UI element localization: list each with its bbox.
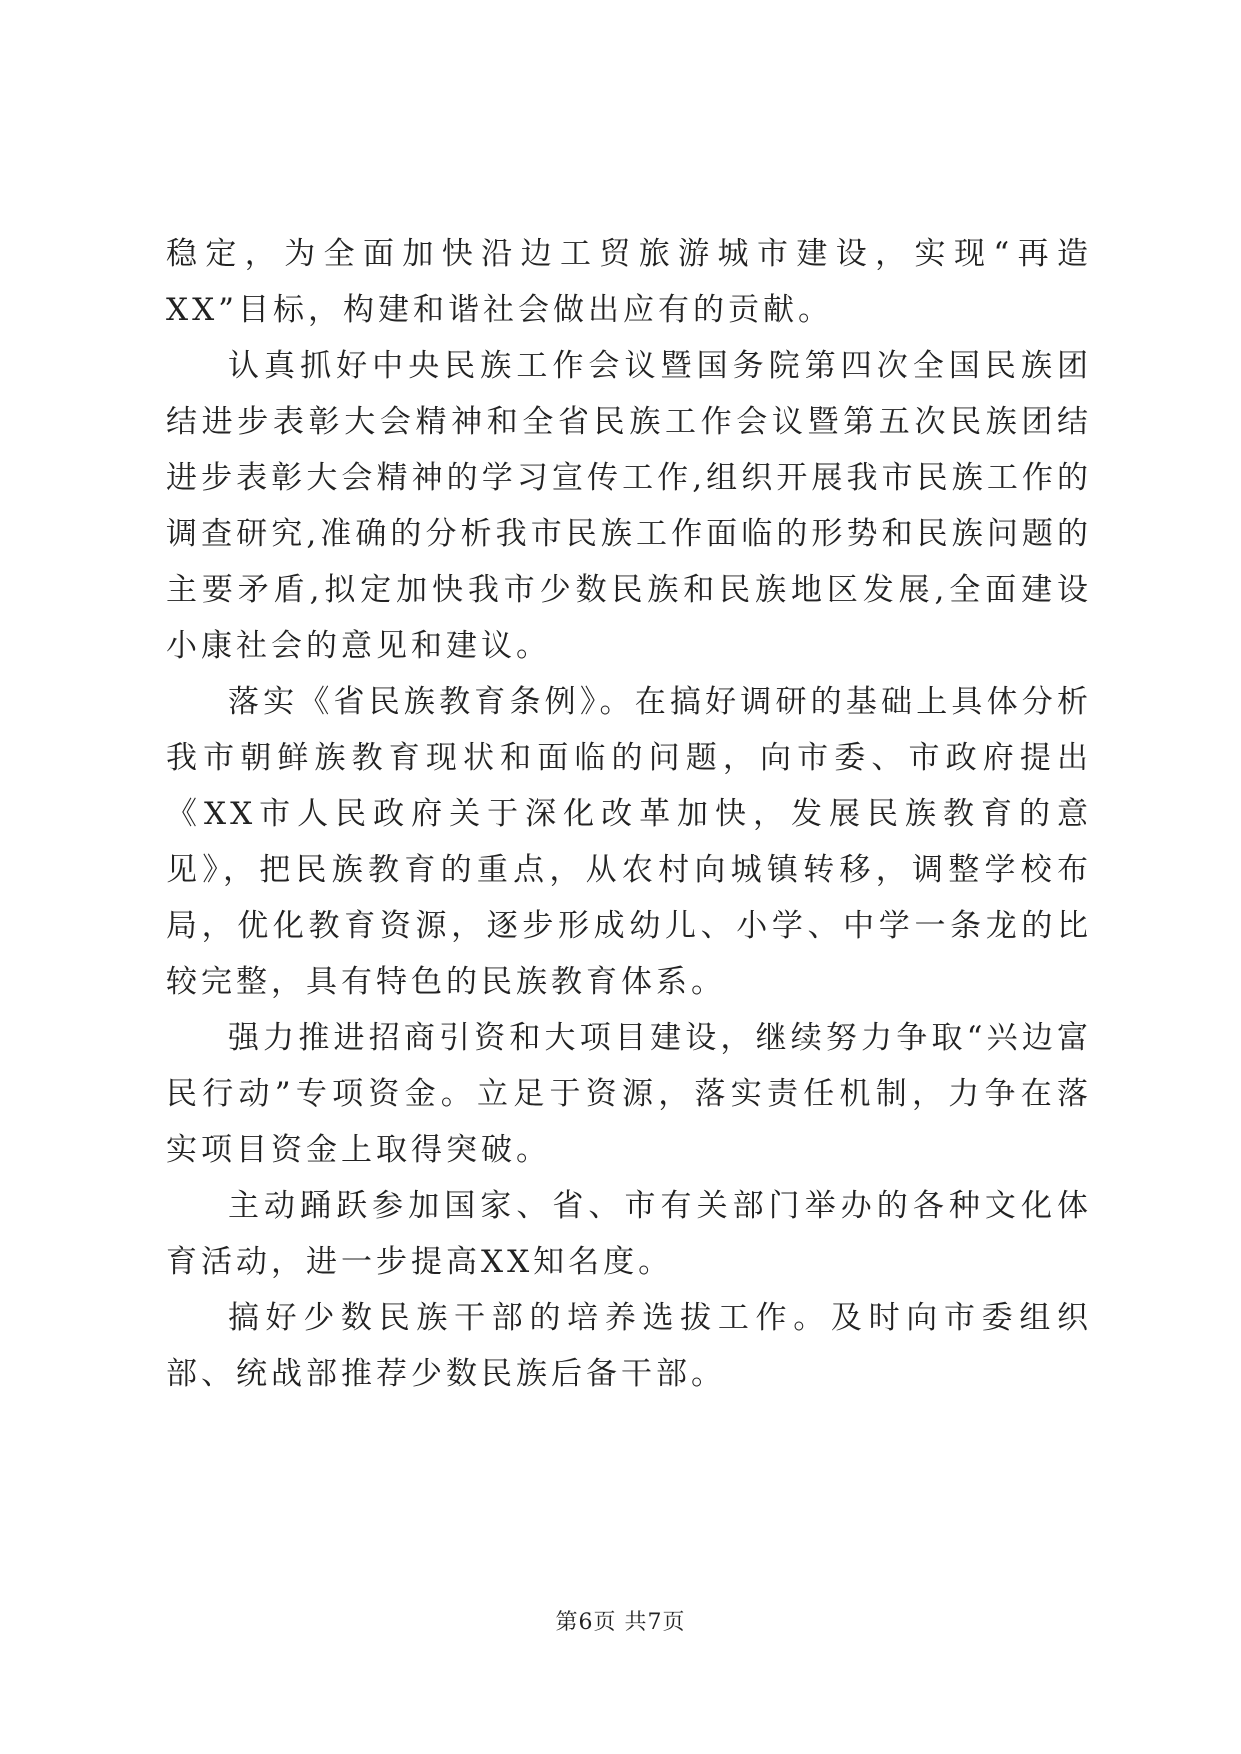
- paragraph-5: 主动踊跃参加国家、省、市有关部门举办的各种文化体育活动，进一步提高XX知名度。: [166, 1188, 1092, 1280]
- document-body: [166, 226, 1092, 1402]
- paragraph-1: 稳定，为全面加快沿边工贸旅游城市建设，实现“再造XX”目标，构建和谐社会做出应有的贡献。: [166, 236, 1092, 328]
- paragraph-4: 强力推进招商引资和大项目建设，继续努力争取“兴边富民行动”专项资金。立足于资源，落实责任机制，力争在落实项目资金上取得突破。: [166, 1020, 1092, 1168]
- paragraph-2: 认真抓好中央民族工作会议暨国务院第四次全国民族团结进步表彰大会精神和全省民族工作会议暨第五次民族团结进步表彰大会精神的学习宣传工作,组织开展我市民族工作的调查研究,准确的分析我市民族工作面临的形势和民族问题的主要矛盾,拟定加快我市少数民族和民族地区发展,全面建设小康社会的意见和建议。: [166, 348, 1092, 664]
- paragraph-6: 搞好少数民族干部的培养选拔工作。及时向市委组织部、统战部推荐少数民族后备干部。: [166, 1300, 1092, 1392]
- page-number-footer: 第6页 共7页: [555, 1610, 686, 1635]
- paragraph-3: 落实《省民族教育条例》。在搞好调研的基础上具体分析我市朝鲜族教育现状和面临的问题，向市委、市政府提出《XX市人民政府关于深化改革加快，发展民族教育的意见》，把民族教育的重点，从农村向城镇转移，调整学校布局，优化教育资源，逐步形成幼儿、小学、中学一条龙的比较完整，具有特色的民族教育体系。: [166, 684, 1092, 1000]
